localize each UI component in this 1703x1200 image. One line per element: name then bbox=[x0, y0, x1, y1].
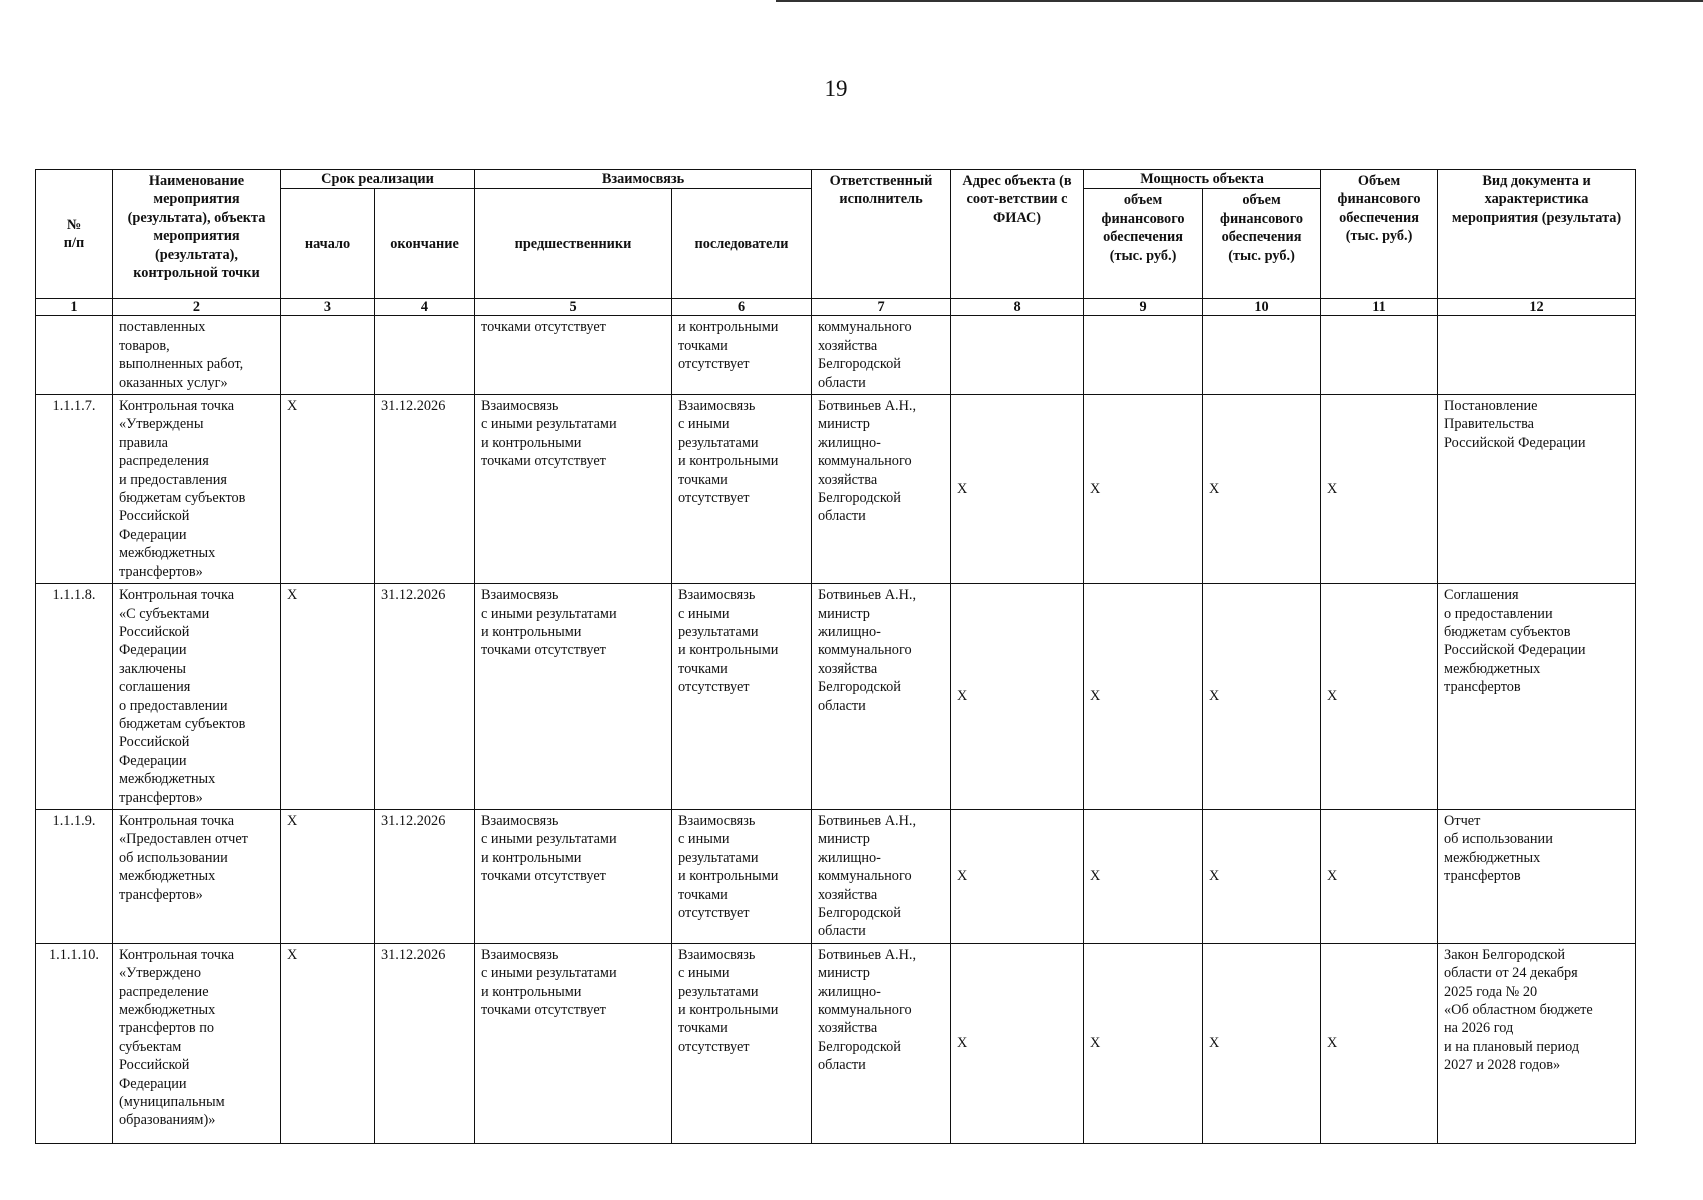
cell-num: 1.1.1.10. bbox=[36, 943, 113, 1143]
cell-volume bbox=[1321, 316, 1438, 395]
column-number: 12 bbox=[1438, 299, 1636, 316]
cell-financing-2: X bbox=[1203, 943, 1321, 1143]
table-row bbox=[36, 809, 1636, 943]
cell-financing-1: X bbox=[1084, 584, 1203, 810]
cell-address: X bbox=[951, 809, 1084, 943]
cell-start bbox=[281, 316, 375, 395]
cell-end: 31.12.2026 bbox=[375, 943, 475, 1143]
cell-predecessors: Взаимосвязь с иными результатами и контрольными точками отсутствует bbox=[475, 584, 672, 810]
header-end: окончание bbox=[375, 189, 475, 299]
cell-end bbox=[375, 316, 475, 395]
header-responsible: Ответственный исполнитель bbox=[812, 170, 951, 299]
column-number: 7 bbox=[812, 299, 951, 316]
header-term: Срок реализации bbox=[281, 170, 475, 189]
column-number: 3 bbox=[281, 299, 375, 316]
cell-responsible: Ботвиньев А.Н., министр жилищно- коммунального хозяйства Белгородской области bbox=[812, 395, 951, 584]
cell-address: X bbox=[951, 395, 1084, 584]
cell-num: 1.1.1.7. bbox=[36, 395, 113, 584]
cell-name: Контрольная точка «Утверждено распределение межбюджетных трансфертов по субъектам Российской Федерации (муниципальным образованиям)» bbox=[113, 943, 281, 1143]
column-number: 8 bbox=[951, 299, 1084, 316]
header-volume: Объем финансового обеспечения (тыс. руб.) bbox=[1321, 170, 1438, 299]
cell-end: 31.12.2026 bbox=[375, 395, 475, 584]
cell-predecessors: Взаимосвязь с иными результатами и контрольными точками отсутствует bbox=[475, 943, 672, 1143]
column-number: 4 bbox=[375, 299, 475, 316]
cell-num bbox=[36, 316, 113, 395]
cell-financing-2: X bbox=[1203, 809, 1321, 943]
cell-document: Постановление Правительства Российской Федерации bbox=[1438, 395, 1636, 584]
cell-document: Закон Белгородской области от 24 декабря 2025 года № 20 «Об областном бюджете на 2026 год и на плановый период 2027 и 2028 годов» bbox=[1438, 943, 1636, 1143]
cell-financing-1 bbox=[1084, 316, 1203, 395]
cell-end: 31.12.2026 bbox=[375, 809, 475, 943]
header-financing-1: объем финансового обеспечения (тыс. руб.) bbox=[1084, 189, 1203, 299]
column-number: 6 bbox=[672, 299, 812, 316]
cell-name: Контрольная точка «Предоставлен отчет об использовании межбюджетных трансфертов» bbox=[113, 809, 281, 943]
activities-table bbox=[35, 169, 1636, 1144]
cell-responsible: коммунального хозяйства Белгородской области bbox=[812, 316, 951, 395]
column-number: 2 bbox=[113, 299, 281, 316]
cell-volume: X bbox=[1321, 809, 1438, 943]
header-link: Взаимосвязь bbox=[475, 170, 812, 189]
cell-financing-1: X bbox=[1084, 395, 1203, 584]
cell-financing-2: X bbox=[1203, 584, 1321, 810]
cell-document: Соглашения о предоставлении бюджетам субъектов Российской Федерации межбюджетных трансфертов bbox=[1438, 584, 1636, 810]
cell-address: X bbox=[951, 943, 1084, 1143]
cell-volume: X bbox=[1321, 395, 1438, 584]
table-row bbox=[36, 316, 1636, 395]
table-row bbox=[36, 395, 1636, 584]
cell-financing-1: X bbox=[1084, 943, 1203, 1143]
cell-end: 31.12.2026 bbox=[375, 584, 475, 810]
cell-financing-2: X bbox=[1203, 395, 1321, 584]
cell-successors: Взаимосвязь с иными результатами и контрольными точками отсутствует bbox=[672, 943, 812, 1143]
cell-financing-2 bbox=[1203, 316, 1321, 395]
header-power: Мощность объекта bbox=[1084, 170, 1321, 189]
cell-successors: Взаимосвязь с иными результатами и контрольными точками отсутствует bbox=[672, 809, 812, 943]
cell-start: X bbox=[281, 395, 375, 584]
cell-successors: и контрольными точками отсутствует bbox=[672, 316, 812, 395]
column-numbers-row bbox=[36, 299, 1636, 316]
header-start: начало bbox=[281, 189, 375, 299]
top-edge-rule bbox=[776, 0, 1703, 2]
cell-volume: X bbox=[1321, 584, 1438, 810]
cell-document: Отчет об использовании межбюджетных трансфертов bbox=[1438, 809, 1636, 943]
cell-responsible: Ботвиньев А.Н., министр жилищно- коммунального хозяйства Белгородской области bbox=[812, 943, 951, 1143]
header-row-1 bbox=[36, 170, 1636, 189]
cell-start: X bbox=[281, 809, 375, 943]
cell-num: 1.1.1.9. bbox=[36, 809, 113, 943]
table-row bbox=[36, 584, 1636, 810]
column-number: 10 bbox=[1203, 299, 1321, 316]
cell-responsible: Ботвиньев А.Н., министр жилищно- коммунального хозяйства Белгородской области bbox=[812, 584, 951, 810]
header-successors: последователи bbox=[672, 189, 812, 299]
cell-predecessors: Взаимосвязь с иными результатами и контрольными точками отсутствует bbox=[475, 809, 672, 943]
cell-num: 1.1.1.8. bbox=[36, 584, 113, 810]
column-number: 1 bbox=[36, 299, 113, 316]
cell-responsible: Ботвиньев А.Н., министр жилищно- коммунального хозяйства Белгородской области bbox=[812, 809, 951, 943]
page-number: 19 bbox=[824, 76, 848, 101]
cell-predecessors: точками отсутствует bbox=[475, 316, 672, 395]
column-number: 9 bbox=[1084, 299, 1203, 316]
header-document: Вид документа и характеристика мероприятия (результата) bbox=[1438, 170, 1636, 299]
cell-start: X bbox=[281, 943, 375, 1143]
header-name: Наименование мероприятия (результата), объекта мероприятия (результата), контрольной точки bbox=[113, 170, 281, 299]
header-predecessors: предшественники bbox=[475, 189, 672, 299]
column-number: 5 bbox=[475, 299, 672, 316]
cell-name: Контрольная точка «Утверждены правила распределения и предоставления бюджетам субъектов Российской Федерации межбюджетных трансфертов» bbox=[113, 395, 281, 584]
cell-address: X bbox=[951, 584, 1084, 810]
header-num: № п/п bbox=[36, 170, 113, 299]
cell-name: поставленных товаров, выполненных работ, оказанных услуг» bbox=[113, 316, 281, 395]
cell-name: Контрольная точка «С субъектами Российской Федерации заключены соглашения о предоставлении бюджетам субъектов Российской Федерации межбюджетных трансфертов» bbox=[113, 584, 281, 810]
cell-successors: Взаимосвязь с иными результатами и контрольными точками отсутствует bbox=[672, 584, 812, 810]
cell-start: X bbox=[281, 584, 375, 810]
cell-successors: Взаимосвязь с иными результатами и контрольными точками отсутствует bbox=[672, 395, 812, 584]
cell-financing-1: X bbox=[1084, 809, 1203, 943]
cell-predecessors: Взаимосвязь с иными результатами и контрольными точками отсутствует bbox=[475, 395, 672, 584]
cell-document bbox=[1438, 316, 1636, 395]
table-row bbox=[36, 943, 1636, 1143]
column-number: 11 bbox=[1321, 299, 1438, 316]
header-financing-2: объем финансового обеспечения (тыс. руб.) bbox=[1203, 189, 1321, 299]
header-address: Адрес объекта (в соот-ветствии с ФИАС) bbox=[951, 170, 1084, 299]
cell-volume: X bbox=[1321, 943, 1438, 1143]
cell-address bbox=[951, 316, 1084, 395]
